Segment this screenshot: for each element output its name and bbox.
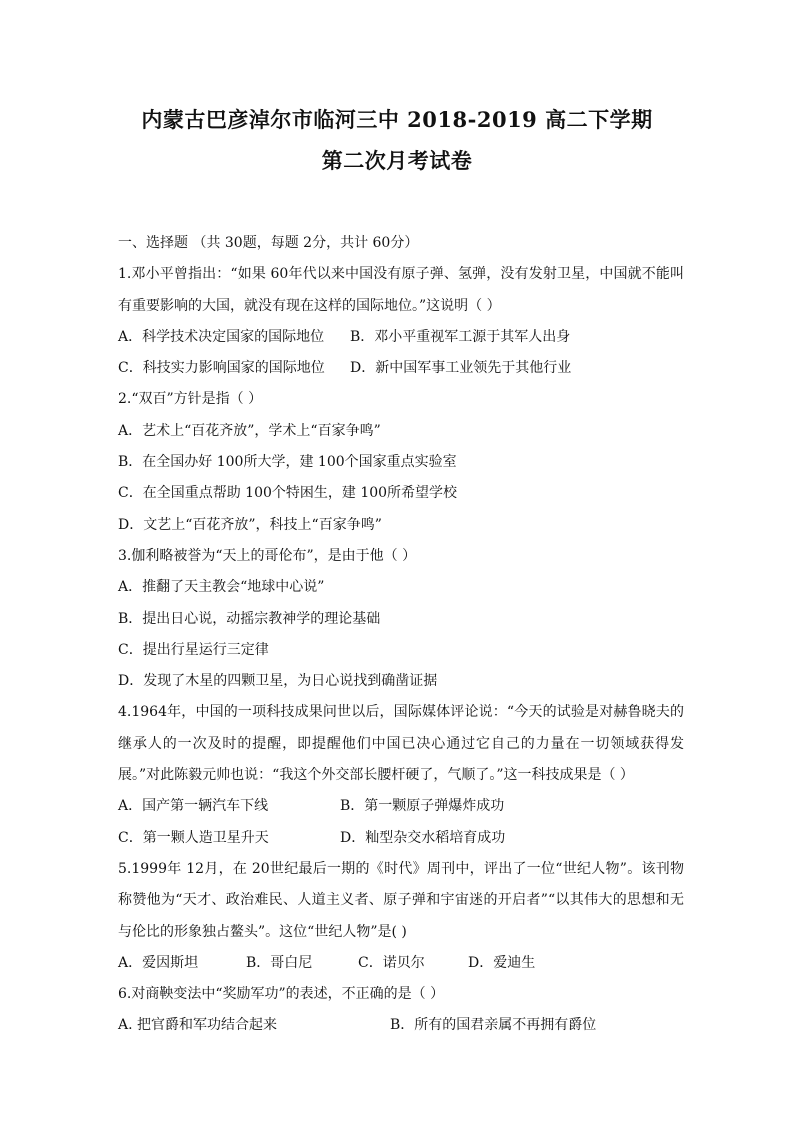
question-3-option-b: B．提出日心说，动摇宗教神学的理论基础 <box>118 610 381 627</box>
question-1-option-a: A．科学技术决定国家的国际地位 <box>118 328 325 345</box>
question-5-stem: 5.1999年 12月，在 20世纪最后一期的《时代》周刊中，评出了一位“世纪人物”。该刊物称赞他为“天才、政治难民、人道主义者、原子弹和宇宙迷的开启者”“以其伟大的思想和无与伦比的形象独占鳌头”。这位“世纪人物”是( ) <box>118 860 684 940</box>
question-2-option-b: B．在全国办好 100所大学，建 100个国家重点实验室 <box>118 454 457 471</box>
question-1-options-row-2 <box>118 353 684 384</box>
question-6-option-b: B．所有的国君亲属不再拥有爵位 <box>390 1017 597 1034</box>
question-1-option-d: D．新中国军事工业领先于其他行业 <box>350 360 572 377</box>
question-4-option-d: D．籼型杂交水稻培育成功 <box>340 829 506 846</box>
question-4-stem: 4.1964年，中国的一项科技成果问世以后，国际媒体评论说：“今天的试验是对赫鲁晓夫的继承人的一次及时的提醒，即提醒他们中国已决心通过它自己的力量在一切领域获得发展。”对此陈毅元帅也说：“我这个外交部长腰杆硬了，气顺了。”这一科技成果是（ ） <box>118 704 684 784</box>
question-5-option-d: D．爱迪生 <box>468 954 536 971</box>
document-title: 内蒙古巴彦淖尔市临河三中 2018-2019 高二下学期 <box>141 107 653 132</box>
question-4-option-a: A．国产第一辆汽车下线 <box>118 798 269 815</box>
question-6-stem: 6.对商鞅变法中“奖励军功”的表述，不正确的是（ ） <box>118 986 445 1003</box>
question-3-option-a: A．推翻了天主教会“地球中心说” <box>118 579 325 596</box>
question-3-option-c: C．提出行星运行三定律 <box>118 641 269 658</box>
question-2-option-a: A．艺术上“百花齐放”，学术上“百家争鸣” <box>118 422 381 439</box>
question-5-options-row <box>118 948 684 979</box>
question-1-option-b: B．邓小平重视军工源于其军人出身 <box>350 328 571 345</box>
question-2-option-d: D．文艺上“百花齐放”，科技上“百家争鸣” <box>118 516 382 533</box>
question-3-stem: 3.伽利略被誉为“天上的哥伦布”，是由于他（ ） <box>118 547 417 564</box>
question-1-option-c: C．科技实力影响国家的国际地位 <box>118 360 325 377</box>
question-6-options-row <box>118 1010 684 1041</box>
question-2-option-c: C．在全国重点帮助 100个特困生，建 100所希望学校 <box>118 485 458 502</box>
section-heading: 一、选择题 （共 30题，每题 2分，共计 60分） <box>118 235 419 251</box>
question-1-options-row-1 <box>118 322 684 353</box>
question-4-options-row-1 <box>118 791 684 822</box>
question-1-stem: 1.邓小平曾指出：“如果 60年代以来中国没有原子弹、氢弹，没有发射卫星，中国就不能叫有重要影响的大国，就没有现在这样的国际地位。”这说明（ ） <box>118 266 684 314</box>
exam-content <box>118 228 684 1042</box>
question-6-option-a: A. 把官爵和军功结合起来 <box>118 1017 278 1034</box>
question-2-stem: 2.“双百”方针是指（ ） <box>118 391 263 408</box>
document-subtitle: 第二次月考试卷 <box>321 148 473 173</box>
question-4-option-c: C．第一颗人造卫星升天 <box>118 829 269 846</box>
question-3-option-d: D．发现了木星的四颗卫星，为日心说找到确凿证据 <box>118 673 438 690</box>
question-5-option-b: B．哥白尼 <box>246 954 313 971</box>
question-5-option-c: C．诺贝尔 <box>358 954 425 971</box>
question-5-option-a: A．爱因斯坦 <box>118 954 199 971</box>
question-4-option-b: B．第一颗原子弹爆炸成功 <box>340 798 505 815</box>
question-4-options-row-2 <box>118 823 684 854</box>
